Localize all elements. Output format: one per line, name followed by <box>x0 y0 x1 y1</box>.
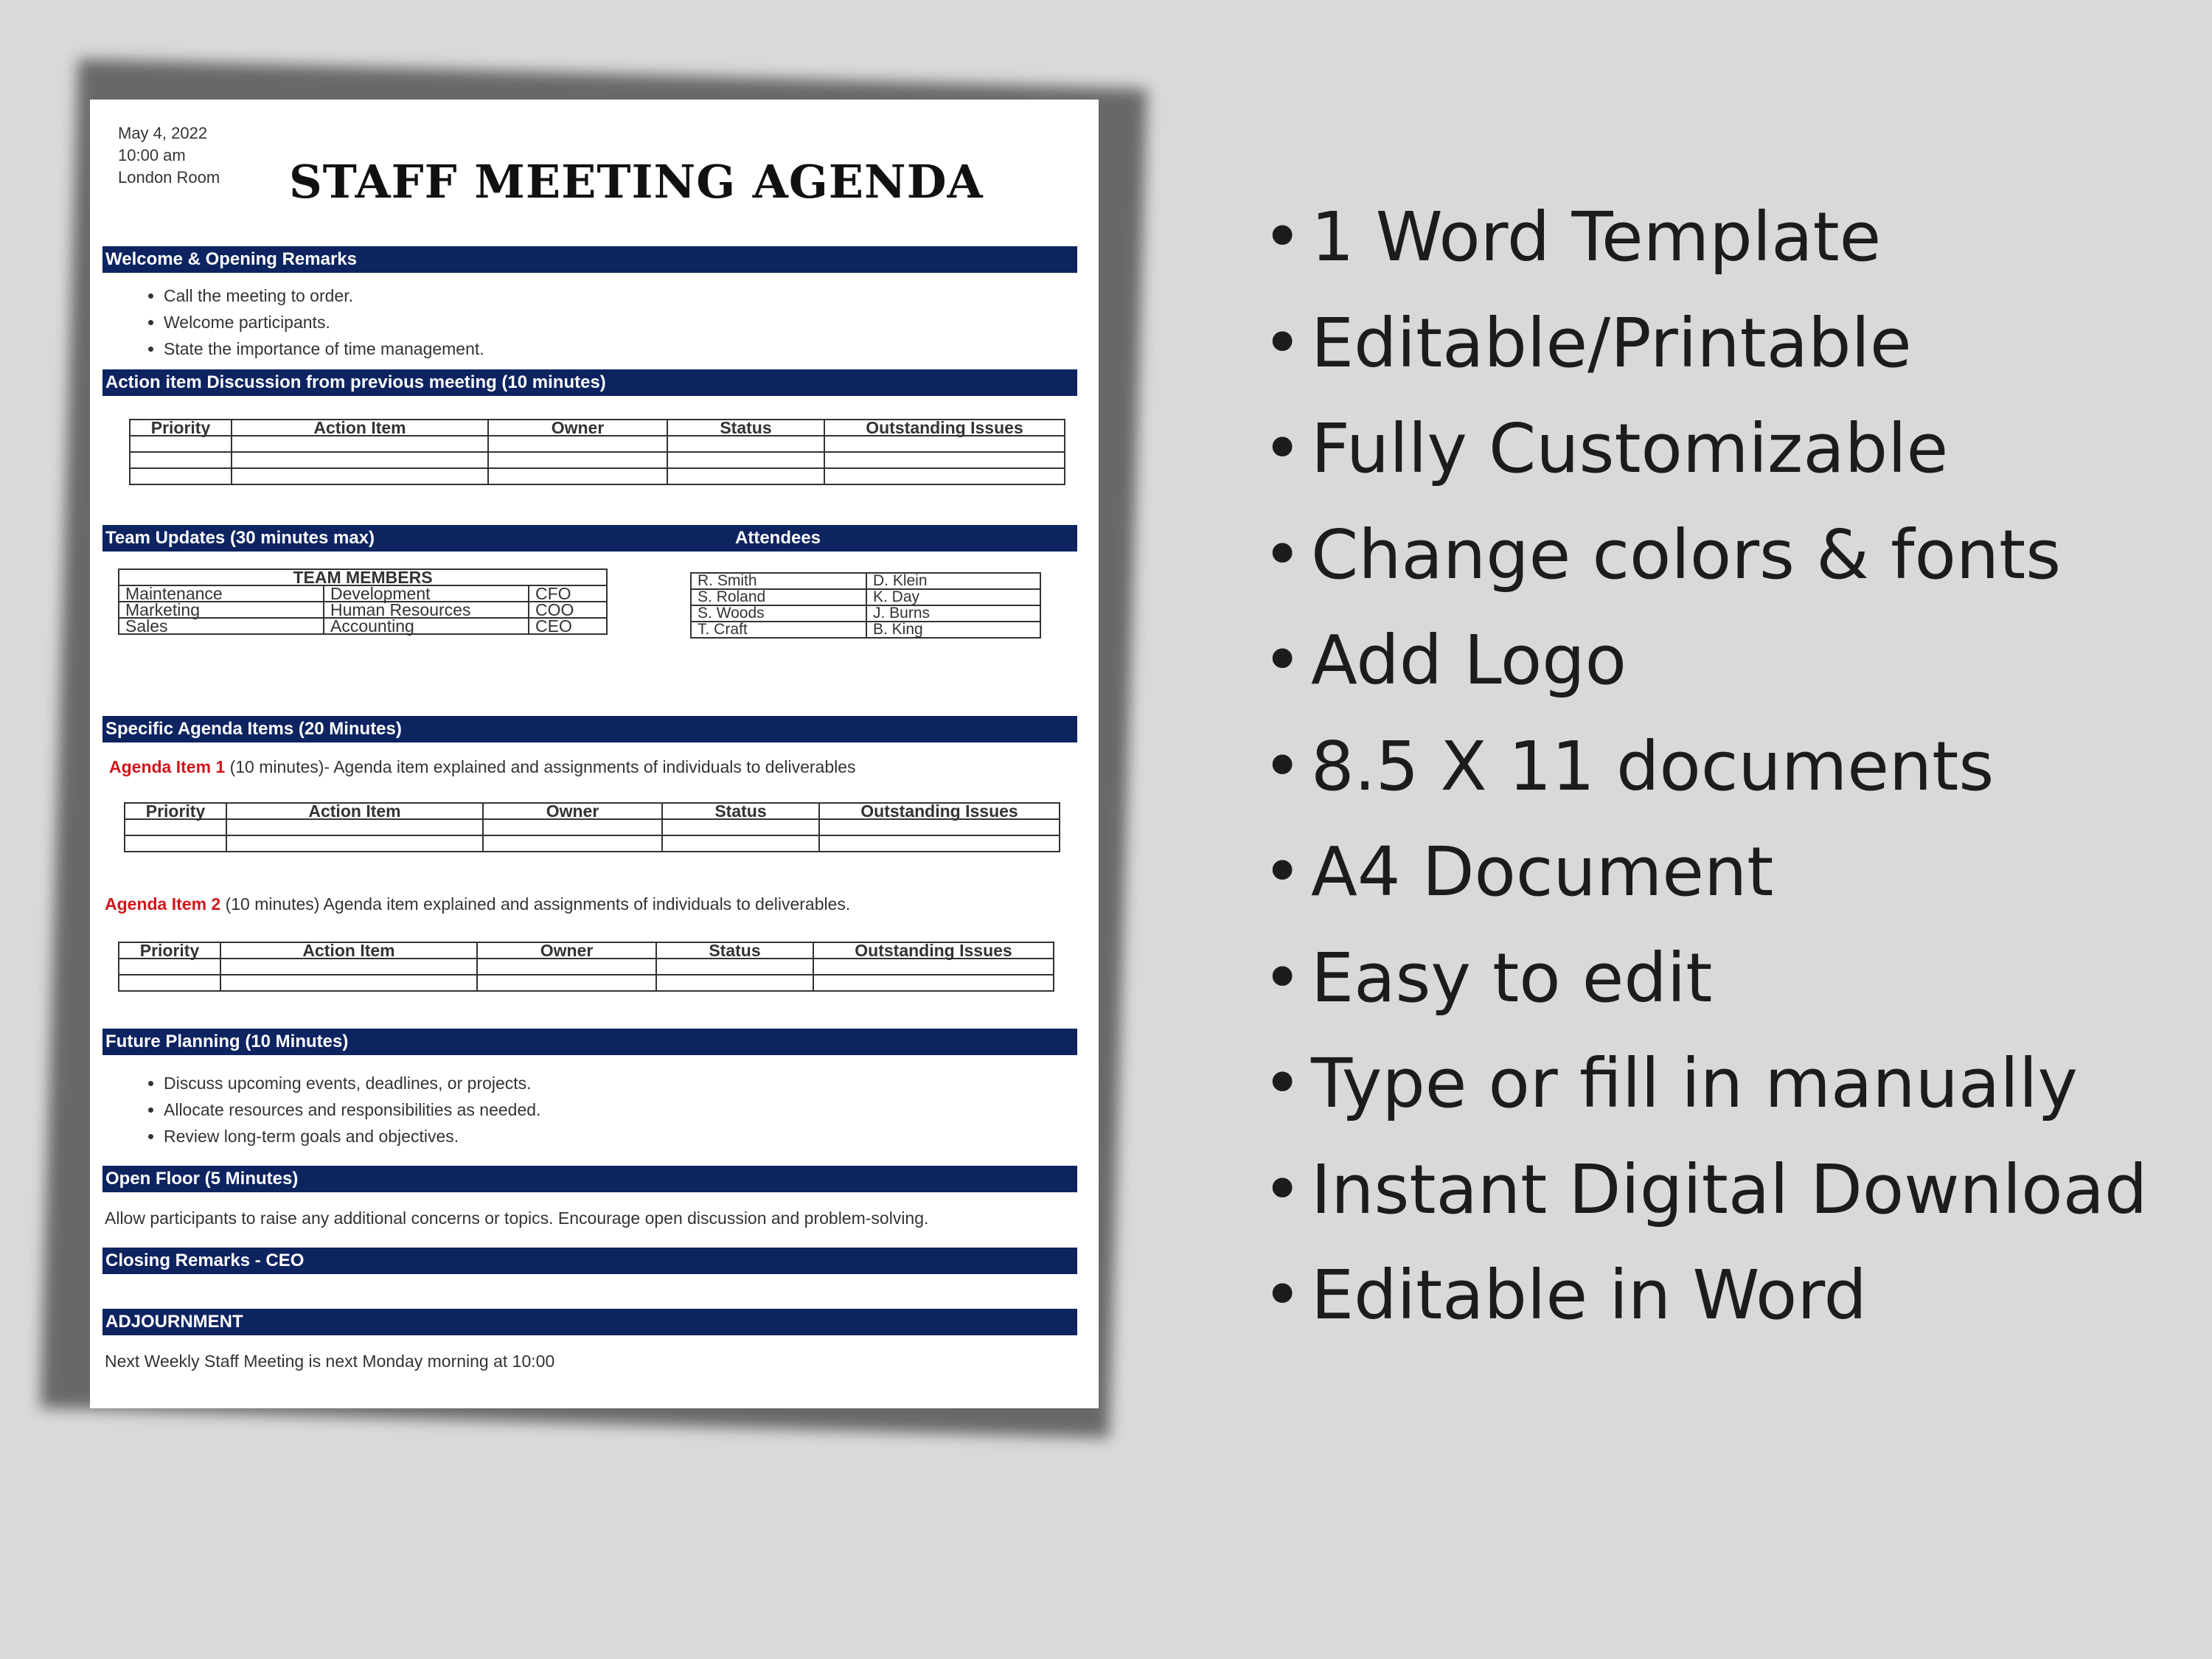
table-cell: S. Woods <box>691 605 866 622</box>
team-members-header: TEAM MEMBERS <box>119 569 607 585</box>
table-cell[interactable] <box>819 835 1060 852</box>
table-cell[interactable] <box>130 452 232 468</box>
open-floor-text: Allow participants to raise any additional concerns or topics. Encourage open discussion and problem-solving. <box>105 1208 929 1228</box>
table-cell[interactable] <box>226 819 483 835</box>
list-item: • Allocate resources and responsibilities as needed. <box>164 1096 540 1123</box>
table-cell[interactable] <box>488 452 667 468</box>
table-row <box>119 602 607 618</box>
table-cell[interactable] <box>656 959 813 975</box>
meeting-time: 10:00 am <box>118 146 186 164</box>
agenda-item-1 <box>109 757 856 777</box>
agenda-item-2-table <box>118 942 1054 992</box>
attendees-title: Attendees <box>735 528 821 548</box>
table-cell: D. Klein <box>866 573 1040 589</box>
list-item: • Welcome participants. <box>164 309 484 335</box>
table-row <box>691 589 1040 605</box>
agenda-item-2 <box>105 894 850 914</box>
feature-item: • Editable/Printable <box>1262 303 1912 383</box>
table-cell: J. Burns <box>866 605 1040 622</box>
agenda-item-1-label: Agenda Item 1 <box>109 757 226 776</box>
document-title: STAFF MEETING AGENDA <box>289 155 984 209</box>
future-bullet-list <box>134 1070 540 1150</box>
section-closing-heading: Closing Remarks - CEO <box>102 1248 1077 1274</box>
table-cell[interactable] <box>488 468 667 484</box>
feature-item: • Fully Customizable <box>1262 409 1949 488</box>
feature-item: • 8.5 X 11 documents <box>1262 726 1994 806</box>
column-header: Status <box>656 942 813 959</box>
table-row <box>119 959 1054 975</box>
table-cell[interactable] <box>130 468 232 484</box>
table-cell[interactable] <box>125 835 226 852</box>
agenda-item-1-text: (10 minutes)- Agenda item explained and assignments of individuals to deliverables <box>229 757 856 776</box>
table-cell[interactable] <box>824 436 1065 452</box>
table-cell: R. Smith <box>691 573 866 589</box>
column-header: Status <box>662 803 819 819</box>
table-cell[interactable] <box>477 959 656 975</box>
table-cell[interactable] <box>667 468 824 484</box>
list-item: • State the importance of time management. <box>164 335 484 362</box>
feature-item: • Easy to edit <box>1262 938 1713 1018</box>
section-adjournment-heading: ADJOURNMENT <box>102 1309 1077 1335</box>
table-cell: B. King <box>866 622 1040 638</box>
table-cell: Accounting <box>324 618 529 634</box>
table-cell: T. Craft <box>691 622 866 638</box>
table-cell: Development <box>324 585 529 602</box>
table-cell[interactable] <box>119 975 220 991</box>
feature-list <box>1262 193 2147 1357</box>
table-cell[interactable] <box>220 959 477 975</box>
table-cell[interactable] <box>232 452 488 468</box>
table-cell[interactable] <box>662 819 819 835</box>
table-cell: Sales <box>119 618 324 634</box>
table-row <box>130 468 1065 484</box>
table-cell: COO <box>529 602 607 618</box>
table-cell[interactable] <box>656 975 813 991</box>
table-cell[interactable] <box>667 452 824 468</box>
table-cell: K. Day <box>866 589 1040 605</box>
table-cell[interactable] <box>125 819 226 835</box>
table-cell[interactable] <box>130 436 232 452</box>
feature-item: • Change colors & fonts <box>1262 515 2062 594</box>
section-action-items-heading: Action item Discussion from previous meeting (10 minutes) <box>102 369 1077 396</box>
agenda-item-2-text: (10 minutes) Agenda item explained and assignments of individuals to deliverables. <box>225 894 851 914</box>
table-cell[interactable] <box>819 819 1060 835</box>
feature-item: • Editable in Word <box>1262 1256 1867 1335</box>
table-header-row <box>125 803 1060 819</box>
table-cell[interactable] <box>662 835 819 852</box>
team-updates-title: Team Updates (30 minutes max) <box>105 528 375 548</box>
table-cell[interactable] <box>667 436 824 452</box>
section-welcome-heading: Welcome & Opening Remarks <box>102 246 1077 273</box>
column-header: Status <box>667 420 824 436</box>
table-row <box>691 573 1040 589</box>
table-cell[interactable] <box>226 835 483 852</box>
table-cell: CEO <box>529 618 607 634</box>
column-header: Priority <box>125 803 226 819</box>
agenda-document <box>90 100 1099 1408</box>
list-item: • Call the meeting to order. <box>164 282 484 309</box>
column-header: Action Item <box>232 420 488 436</box>
column-header: Priority <box>130 420 232 436</box>
table-cell[interactable] <box>232 468 488 484</box>
table-row <box>119 618 607 634</box>
agenda-item-2-label: Agenda Item 2 <box>105 894 221 914</box>
table-cell[interactable] <box>220 975 477 991</box>
meeting-location: London Room <box>118 168 220 187</box>
table-row <box>119 585 607 602</box>
attendees-table <box>690 572 1041 639</box>
table-row <box>130 436 1065 452</box>
feature-item: • Type or fill in manually <box>1262 1044 2078 1123</box>
table-cell[interactable] <box>824 468 1065 484</box>
feature-item: • Instant Digital Download <box>1262 1150 2148 1229</box>
section-future-heading: Future Planning (10 Minutes) <box>102 1029 1077 1055</box>
table-cell: S. Roland <box>691 589 866 605</box>
table-row <box>125 819 1060 835</box>
agenda-item-1-table <box>124 802 1060 852</box>
column-header: Outstanding Issues <box>813 942 1054 959</box>
column-header: Action Item <box>226 803 483 819</box>
column-header: Action Item <box>220 942 477 959</box>
action-items-table <box>129 419 1065 485</box>
table-row <box>119 975 1054 991</box>
column-header: Owner <box>483 803 662 819</box>
table-cell[interactable] <box>232 436 488 452</box>
meeting-date: May 4, 2022 <box>118 124 208 142</box>
welcome-bullet-list <box>134 282 484 362</box>
list-item: • Discuss upcoming events, deadlines, or projects. <box>164 1070 540 1096</box>
table-cell[interactable] <box>483 819 662 835</box>
list-item: • Review long-term goals and objectives. <box>164 1123 540 1150</box>
column-header: Priority <box>119 942 220 959</box>
column-header: Owner <box>488 420 667 436</box>
adjournment-text: Next Weekly Staff Meeting is next Monday morning at 10:00 <box>105 1352 555 1371</box>
feature-item: • A4 Document <box>1262 832 1774 911</box>
column-header: Owner <box>477 942 656 959</box>
table-cell: Maintenance <box>119 585 324 602</box>
table-cell[interactable] <box>477 975 656 991</box>
section-specific-heading: Specific Agenda Items (20 Minutes) <box>102 716 1077 742</box>
table-cell: Human Resources <box>324 602 529 618</box>
feature-item: • Add Logo <box>1262 621 1627 700</box>
team-members-table <box>118 568 608 635</box>
section-open-floor-heading: Open Floor (5 Minutes) <box>102 1166 1077 1192</box>
table-cell: CFO <box>529 585 607 602</box>
table-row <box>130 452 1065 468</box>
feature-item: • 1 Word Template <box>1262 198 1882 276</box>
table-cell[interactable] <box>813 975 1054 991</box>
table-row <box>125 835 1060 852</box>
table-cell[interactable] <box>119 959 220 975</box>
table-cell[interactable] <box>483 835 662 852</box>
column-header: Outstanding Issues <box>819 803 1060 819</box>
table-header-row <box>130 420 1065 436</box>
table-cell[interactable] <box>824 452 1065 468</box>
column-header: Outstanding Issues <box>824 420 1065 436</box>
table-row <box>691 605 1040 622</box>
table-header-row <box>119 942 1054 959</box>
section-team-updates-heading <box>102 525 1077 552</box>
table-row <box>691 622 1040 638</box>
table-cell[interactable] <box>488 436 667 452</box>
table-cell: Marketing <box>119 602 324 618</box>
table-cell[interactable] <box>813 959 1054 975</box>
